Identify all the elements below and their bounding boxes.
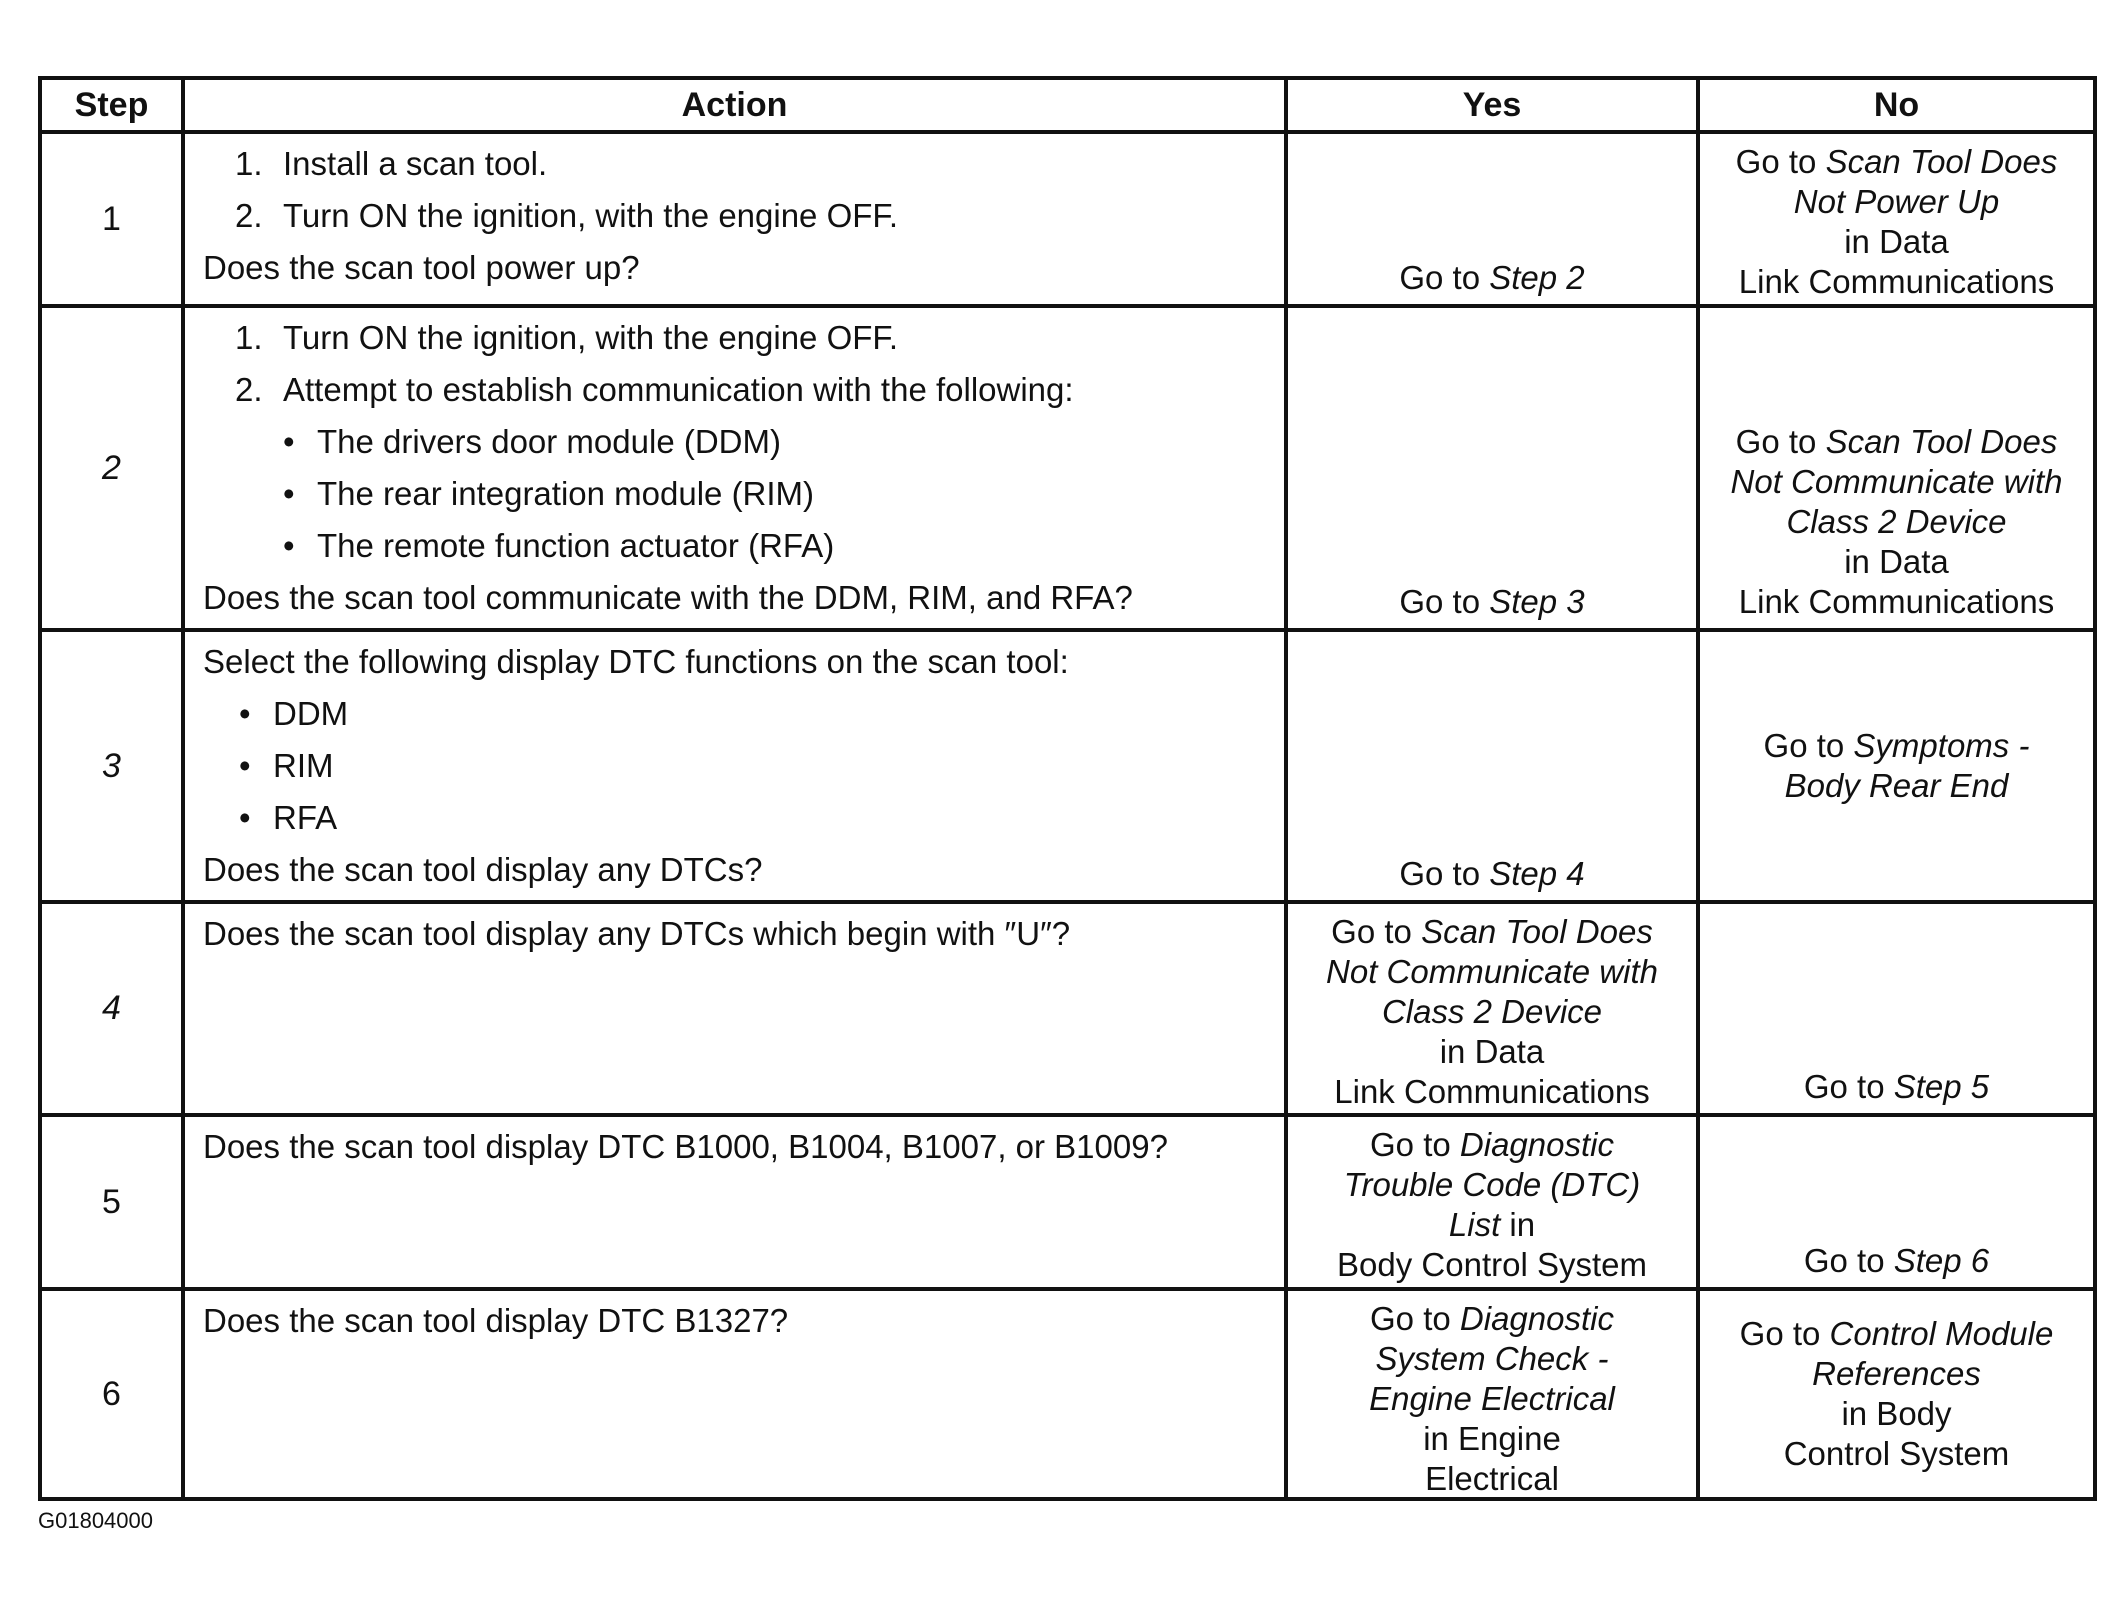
action-bullet	[203, 416, 1274, 468]
step-index: 2.	[235, 371, 263, 408]
result-line	[1700, 1314, 2093, 1354]
result-line	[1288, 1379, 1696, 1419]
action-text: Select the following display DTC functions on the scan tool:	[203, 643, 1069, 680]
yes-cell	[1286, 132, 1698, 306]
action-text: Does the scan tool communicate with the DDM, RIM, and RFA?	[203, 579, 1133, 616]
bullet-icon: •	[283, 527, 295, 564]
action-text: Turn ON the ignition, with the engine OFF.	[283, 319, 899, 356]
result-text	[1288, 912, 1696, 1112]
table-row	[40, 902, 2095, 1115]
action-text: Does the scan tool display DTC B1327?	[203, 1302, 789, 1339]
result-plain: in Data	[1844, 223, 1949, 260]
reference-link[interactable]: Body Rear End	[1784, 767, 2009, 804]
action-question	[203, 908, 1274, 960]
diagnostic-table	[38, 76, 2097, 1501]
action-text: Does the scan tool display DTC B1000, B1004, B1007, or B1009?	[203, 1128, 1168, 1165]
reference-link[interactable]: List	[1448, 1206, 1501, 1243]
action-bullet	[203, 468, 1274, 520]
bullet-icon: •	[283, 475, 295, 512]
reference-link[interactable]: Symptoms -	[1853, 727, 2030, 764]
action-text: Does the scan tool display any DTCs which begin with ″U″?	[203, 915, 1071, 952]
action-text: The drivers door module (DDM)	[317, 423, 781, 460]
result-plain: Go to	[1739, 1315, 1830, 1352]
result-line	[1288, 1205, 1696, 1245]
step-number: 6	[40, 1289, 183, 1499]
step-link[interactable]: Step 3	[1489, 583, 1585, 620]
result-line	[1288, 1419, 1696, 1459]
result-prefix: Go to	[1399, 583, 1490, 620]
action-question	[203, 242, 1274, 294]
action-text: Turn ON the ignition, with the engine OFF.	[283, 197, 899, 234]
reference-link[interactable]: Engine Electrical	[1369, 1380, 1615, 1417]
action-text: Install a scan tool.	[283, 145, 548, 182]
result-text	[1700, 1314, 2093, 1474]
result-plain: in Body	[1841, 1395, 1952, 1432]
result-plain: Go to	[1735, 423, 1826, 460]
reference-link[interactable]: Scan Tool Does	[1825, 143, 2058, 180]
result-line	[1288, 1032, 1696, 1072]
result-text	[1288, 582, 1696, 622]
action-step	[203, 312, 1274, 364]
action-text: DDM	[273, 695, 349, 732]
action-cell	[183, 902, 1286, 1115]
result-plain: Electrical	[1425, 1460, 1559, 1497]
header-no: No	[1698, 78, 2095, 132]
reference-link[interactable]: Scan Tool Does	[1825, 423, 2058, 460]
result-line	[1700, 1434, 2093, 1474]
step-number: 4	[40, 902, 183, 1115]
figure-code: G01804000	[38, 1508, 153, 1533]
result-plain: in Data	[1439, 1033, 1545, 1070]
result-line	[1700, 1354, 2093, 1394]
action-cell	[183, 306, 1286, 630]
step-link[interactable]: Step 6	[1893, 1242, 1990, 1279]
table-row	[40, 306, 2095, 630]
result-line	[1700, 1067, 2093, 1107]
result-plain: Go to	[1763, 727, 1854, 764]
result-line	[1700, 422, 2093, 462]
result-line	[1700, 462, 2093, 502]
reference-link[interactable]: Control Module	[1829, 1315, 2054, 1352]
result-line	[1288, 1299, 1696, 1339]
bullet-icon: •	[239, 695, 251, 732]
result-line	[1288, 1072, 1696, 1112]
action-question	[203, 636, 1274, 688]
result-prefix: Go to	[1399, 855, 1490, 892]
action-text: Does the scan tool power up?	[203, 249, 640, 286]
result-plain: Go to	[1331, 913, 1422, 950]
header-yes: Yes	[1286, 78, 1698, 132]
result-line	[1700, 582, 2093, 622]
action-question	[203, 1121, 1274, 1173]
result-plain: Go to	[1370, 1126, 1460, 1163]
result-line	[1700, 726, 2093, 766]
result-line	[1288, 1125, 1696, 1165]
result-line	[1700, 766, 2093, 806]
step-link[interactable]: Step 4	[1489, 855, 1585, 892]
reference-link[interactable]: Diagnostic	[1459, 1300, 1614, 1337]
step-link[interactable]: Step 2	[1489, 259, 1585, 296]
step-index: 2.	[235, 197, 263, 234]
result-text	[1288, 1125, 1696, 1285]
result-prefix: Go to	[1803, 1068, 1894, 1105]
no-cell	[1698, 902, 2095, 1115]
result-plain: Go to	[1735, 143, 1826, 180]
result-plain: Body Control System	[1337, 1246, 1647, 1283]
step-index: 1.	[235, 145, 263, 182]
bullet-icon: •	[283, 423, 295, 460]
action-step	[203, 364, 1274, 416]
reference-link[interactable]: Class 2 Device	[1786, 503, 2007, 540]
result-line	[1288, 1245, 1696, 1285]
action-text: The rear integration module (RIM)	[317, 475, 815, 512]
action-bullet	[203, 688, 1274, 740]
action-step	[203, 190, 1274, 242]
table-row	[40, 1289, 2095, 1499]
reference-link[interactable]: References	[1812, 1355, 1981, 1392]
reference-link[interactable]: Not Communicate with	[1326, 953, 1658, 990]
header-step: Step	[40, 78, 183, 132]
yes-cell	[1286, 1115, 1698, 1289]
action-bullet	[203, 792, 1274, 844]
step-link[interactable]: Step 5	[1893, 1068, 1990, 1105]
result-line	[1288, 992, 1696, 1032]
no-cell	[1698, 1115, 2095, 1289]
result-line	[1700, 222, 2093, 262]
result-line	[1700, 502, 2093, 542]
table-row	[40, 1115, 2095, 1289]
result-line	[1700, 142, 2093, 182]
table-row	[40, 132, 2095, 306]
result-line	[1700, 262, 2093, 302]
action-text: Attempt to establish communication with the following:	[283, 371, 1074, 408]
result-line	[1288, 1165, 1696, 1205]
reference-link[interactable]: Diagnostic	[1459, 1126, 1614, 1163]
action-text: RFA	[273, 799, 338, 836]
reference-link[interactable]: Scan Tool Does	[1421, 913, 1653, 950]
result-plain: Control System	[1783, 1435, 2010, 1472]
table-row	[40, 630, 2095, 902]
result-line	[1700, 1394, 2093, 1434]
action-question	[203, 844, 1274, 896]
action-question	[203, 572, 1274, 624]
no-cell	[1698, 132, 2095, 306]
action-text: RIM	[273, 747, 334, 784]
result-text	[1700, 726, 2093, 806]
no-cell	[1698, 1289, 2095, 1499]
reference-link[interactable]: Class 2 Device	[1381, 993, 1603, 1030]
bullet-icon: •	[239, 747, 251, 784]
yes-cell	[1286, 306, 1698, 630]
header-row	[40, 78, 2095, 132]
reference-link[interactable]: Trouble Code (DTC)	[1343, 1166, 1641, 1203]
step-number: 1	[40, 132, 183, 306]
no-cell	[1698, 630, 2095, 902]
action-text: The remote function actuator (RFA)	[317, 527, 835, 564]
yes-cell	[1286, 902, 1698, 1115]
step-number: 3	[40, 630, 183, 902]
action-cell	[183, 630, 1286, 902]
result-line	[1288, 912, 1696, 952]
result-plain: Link Communications	[1738, 583, 2055, 620]
result-plain: in Data	[1844, 543, 1949, 580]
yes-cell	[1286, 1289, 1698, 1499]
result-text	[1288, 258, 1696, 298]
reference-link[interactable]: Not Communicate with	[1730, 463, 2063, 500]
result-text	[1288, 1299, 1696, 1499]
result-text	[1700, 1241, 2093, 1281]
header-action: Action	[183, 78, 1286, 132]
result-text	[1700, 1067, 2093, 1107]
result-plain: Link Communications	[1738, 263, 2055, 300]
result-prefix: Go to	[1803, 1242, 1894, 1279]
result-line	[1288, 1459, 1696, 1499]
action-text: Does the scan tool display any DTCs?	[203, 851, 763, 888]
action-bullet	[203, 520, 1274, 572]
result-plain: Go to	[1370, 1300, 1460, 1337]
result-line	[1700, 542, 2093, 582]
result-line	[1288, 952, 1696, 992]
yes-cell	[1286, 630, 1698, 902]
step-number: 5	[40, 1115, 183, 1289]
action-step	[203, 138, 1274, 190]
result-plain: Link Communications	[1334, 1073, 1650, 1110]
action-bullet	[203, 740, 1274, 792]
action-cell	[183, 1289, 1286, 1499]
result-plain: in Engine	[1423, 1420, 1561, 1457]
bullet-icon: •	[239, 799, 251, 836]
action-cell	[183, 132, 1286, 306]
result-line	[1288, 1339, 1696, 1379]
result-line	[1288, 582, 1696, 622]
result-line	[1288, 854, 1696, 894]
result-line	[1700, 1241, 2093, 1281]
result-text	[1700, 142, 2093, 302]
result-prefix: Go to	[1399, 259, 1490, 296]
result-line	[1700, 182, 2093, 222]
step-number: 2	[40, 306, 183, 630]
result-plain: in	[1500, 1206, 1536, 1243]
action-cell	[183, 1115, 1286, 1289]
reference-link[interactable]: System Check -	[1375, 1340, 1609, 1377]
step-index: 1.	[235, 319, 263, 356]
result-line	[1288, 258, 1696, 298]
action-question	[203, 1295, 1274, 1347]
result-text	[1700, 422, 2093, 622]
no-cell	[1698, 306, 2095, 630]
reference-link[interactable]: Not Power Up	[1793, 183, 2000, 220]
result-text	[1288, 854, 1696, 894]
